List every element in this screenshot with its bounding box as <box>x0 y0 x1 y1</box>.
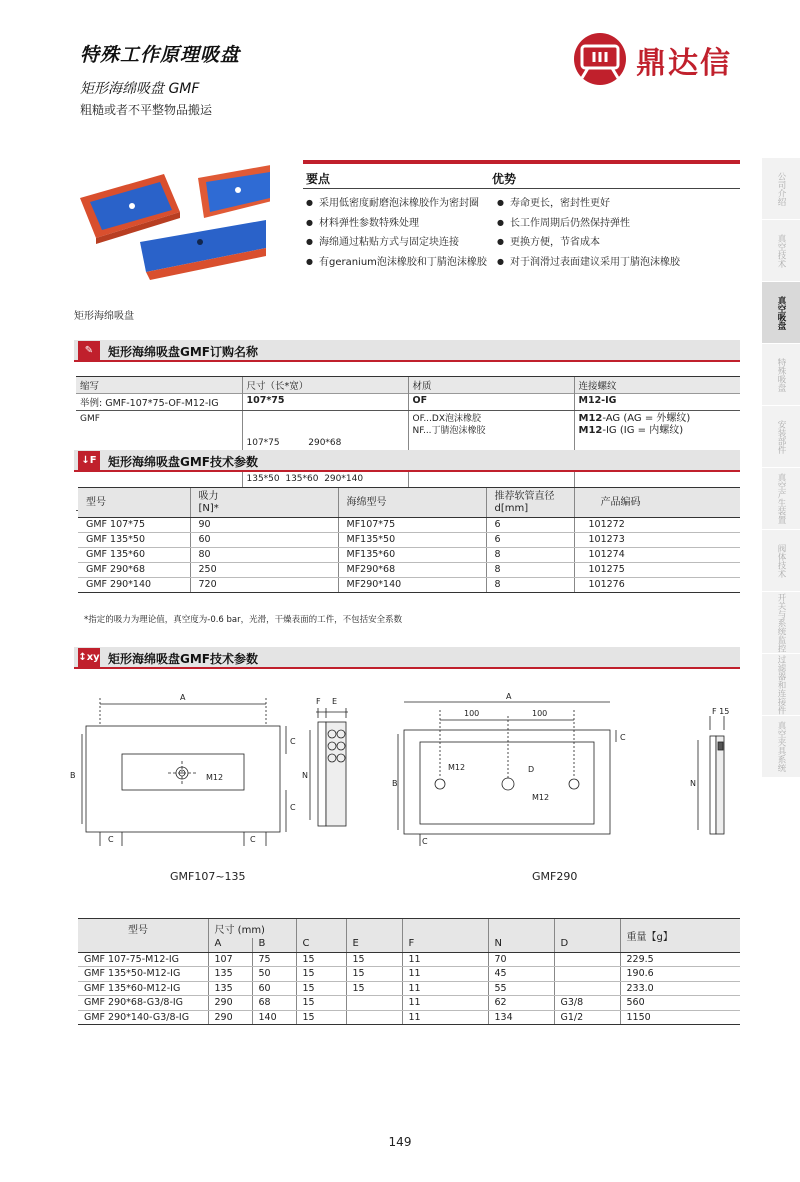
footnote: *指定的吸力为理论值，真空度为-0.6 bar，光滑，干燥表面的工件，不包括安全系数 <box>84 615 403 625</box>
table-cell: 190.6 <box>620 967 740 982</box>
table-row <box>78 1010 740 1025</box>
technical-drawing-gmf290 <box>392 690 742 866</box>
column-header <box>78 938 208 952</box>
thread-code: M12 <box>578 413 603 424</box>
drawing-slot <box>122 754 244 790</box>
side-tab-filters[interactable] <box>762 654 800 716</box>
column-header: 缩写 <box>76 377 242 394</box>
table-header-row <box>78 919 740 939</box>
list-item: ● 长工作周期后仍然保持弹性 <box>497 214 680 234</box>
table-cell: 75 <box>252 952 296 967</box>
table-row <box>78 533 740 548</box>
table-row <box>78 981 740 996</box>
side-tab-label: 阀体技术 <box>776 543 786 578</box>
dim-label-C: C <box>108 835 114 844</box>
material-line: NF...丁腈泡沫橡胶 <box>412 426 486 436</box>
drawing2-caption: GMF290 <box>532 870 578 883</box>
section-title: 矩形海绵吸盘GMF订购名称 <box>108 345 258 359</box>
column-header: 重量【g】 <box>620 919 740 953</box>
table-cell: 11 <box>402 967 488 982</box>
dim-label-N: N <box>690 779 696 788</box>
pencil-icon: ✎ <box>78 341 100 360</box>
dimension-table <box>78 918 740 1025</box>
column-header: 型号 <box>78 919 208 939</box>
table-cell: GMF 107*75 <box>78 518 190 533</box>
table-cell: 11 <box>402 952 488 967</box>
thread-code: M12 <box>578 425 603 436</box>
table-cell <box>554 967 620 982</box>
table-row <box>76 394 740 411</box>
points-list <box>306 194 487 272</box>
axes-icon: ↕xy <box>78 648 100 667</box>
table-cell: 55 <box>488 981 554 996</box>
column-header: N <box>488 938 554 952</box>
product-subtitle: 矩形海绵吸盘 GMF <box>80 81 200 97</box>
table-cell: 70 <box>488 952 554 967</box>
table-cell: 233.0 <box>620 981 740 996</box>
column-header: 产品编码 <box>574 488 740 518</box>
column-header: D <box>554 938 620 952</box>
sizes-line: 135*50 135*60 290*140 <box>246 474 364 484</box>
example-label: 举例: GMF-107*75-OF-M12-IG <box>76 394 242 411</box>
table-cell: 15 <box>296 981 346 996</box>
column-header: 海绵型号 <box>338 488 486 518</box>
column-header: 连接螺纹 <box>574 377 740 394</box>
side-tab-label: 真空产生装置 <box>776 473 786 524</box>
table-cell: 11 <box>402 996 488 1011</box>
table-cell <box>346 996 402 1011</box>
table-cell: GMF 135*60 <box>78 548 190 563</box>
table-cell: 1150 <box>620 1010 740 1025</box>
table-header-row <box>76 377 740 394</box>
table-cell: GMF 135*60-M12-IG <box>78 981 208 996</box>
column-header: A <box>208 938 252 952</box>
table-cell: 8 <box>486 563 574 578</box>
side-tab-suction-cups[interactable] <box>762 282 800 344</box>
product-description: 粗糙或者不平整物品搬运 <box>80 103 213 117</box>
thread-line <box>579 413 737 425</box>
dim-label-100: 100 <box>532 709 548 718</box>
table-row <box>78 996 740 1011</box>
side-tab-company[interactable] <box>762 158 800 220</box>
side-tab-generators[interactable] <box>762 468 800 530</box>
technical-drawing-gmf107-135 <box>60 684 400 866</box>
table-cell: 11 <box>402 1010 488 1025</box>
page-number: 149 <box>388 1135 412 1149</box>
table-cell: 6 <box>486 533 574 548</box>
table-cell: 15 <box>346 981 402 996</box>
tech-table <box>78 487 740 593</box>
table-cell <box>554 981 620 996</box>
table-cell: 101275 <box>574 563 740 578</box>
table-cell: 720 <box>190 578 338 593</box>
table-cell: 15 <box>346 952 402 967</box>
example-thread: M12-IG <box>574 394 740 411</box>
column-header: F <box>402 938 488 952</box>
table-row <box>78 563 740 578</box>
dim-label-F: F <box>316 697 321 706</box>
section-title: 矩形海绵吸盘GMF技术参数 <box>108 455 258 469</box>
dim-label-A: A <box>506 692 512 701</box>
table-cell: 140 <box>252 1010 296 1025</box>
table-cell: G3/8 <box>554 996 620 1011</box>
side-tab-label: 真空吸盘 <box>776 295 786 330</box>
table-cell: 101272 <box>574 518 740 533</box>
side-tab-label: 真空技术 <box>776 233 786 268</box>
table-cell: 290 <box>208 996 252 1011</box>
side-navigation <box>762 158 800 778</box>
table-cell: GMF 290*140-G3/8-IG <box>78 1010 208 1025</box>
thread-line <box>579 425 737 437</box>
sizes-line: 107*75 290*68 <box>246 438 342 448</box>
column-header <box>488 919 554 939</box>
force-icon: ↓F <box>78 451 100 470</box>
column-header: 推荐软管直径 d[mm] <box>486 488 574 518</box>
table-cell: 15 <box>296 952 346 967</box>
drawing1-caption: GMF107~135 <box>170 870 246 883</box>
dim-label-C: C <box>422 837 428 846</box>
column-header: B <box>252 938 296 952</box>
table-cell: 68 <box>252 996 296 1011</box>
table-cell: G1/2 <box>554 1010 620 1025</box>
table-cell: 62 <box>488 996 554 1011</box>
table-cell: 15 <box>296 1010 346 1025</box>
table-cell: GMF 107-75-M12-IG <box>78 952 208 967</box>
product-photo <box>80 160 270 280</box>
table-cell: 45 <box>488 967 554 982</box>
column-header <box>296 919 346 939</box>
table-row <box>78 952 740 967</box>
table-cell: 8 <box>486 578 574 593</box>
points-heading: 要点 <box>306 172 331 186</box>
side-tab-label: 安装部件 <box>776 419 786 454</box>
table-cell: 134 <box>488 1010 554 1025</box>
table-cell: MF135*50 <box>338 533 486 548</box>
features-divider <box>303 188 740 189</box>
table-cell: 60 <box>252 981 296 996</box>
side-tab-label: 公司介绍 <box>776 171 786 206</box>
table-cell: 135 <box>208 981 252 996</box>
table-cell: 50 <box>252 967 296 982</box>
side-tab-label: 开关与系统监控 <box>776 592 786 653</box>
side-tab-valves[interactable] <box>762 530 800 592</box>
dim-label-N: N <box>302 771 308 780</box>
table-header-row <box>78 488 740 518</box>
table-cell: 80 <box>190 548 338 563</box>
dim-label-C: C <box>290 737 296 746</box>
list-item: ● 对于润滑过表面建议采用丁腈泡沫橡胶 <box>497 253 680 273</box>
column-header <box>554 919 620 939</box>
table-cell: MF135*60 <box>338 548 486 563</box>
example-material: OF <box>408 394 574 411</box>
table-cell: 15 <box>296 996 346 1011</box>
list-item: ● 更换方便，节省成本 <box>497 233 680 253</box>
dim-label-C: C <box>290 803 296 812</box>
table-row <box>78 578 740 593</box>
table-cell: 101274 <box>574 548 740 563</box>
table-cell: MF290*140 <box>338 578 486 593</box>
table-cell: 11 <box>402 981 488 996</box>
order-section-header <box>74 340 740 362</box>
table-cell: 560 <box>620 996 740 1011</box>
side-tab-label: 真空夹具系统 <box>776 721 786 772</box>
list-item: ● 材料弹性参数特殊处理 <box>306 214 487 234</box>
dims-section-header <box>74 647 740 669</box>
tech-section-header <box>74 450 740 472</box>
thread-desc: -AG (AG = 外螺纹) <box>602 413 691 424</box>
table-cell: 60 <box>190 533 338 548</box>
brand-name: 鼎达信 <box>636 46 732 81</box>
table-cell: 8 <box>486 548 574 563</box>
column-header <box>346 919 402 939</box>
dim-label-B: B <box>392 779 398 788</box>
table-cell <box>554 952 620 967</box>
side-tab-switches[interactable] <box>762 592 800 654</box>
dim-label-M12: M12 <box>532 793 550 802</box>
side-tab-label: 特殊吸盘 <box>776 357 786 392</box>
dim-label-E: E <box>332 697 338 706</box>
features-accent-bar <box>303 160 740 164</box>
dim-label-F15: F 15 <box>712 707 730 716</box>
list-item: ● 采用低密度耐磨泡沫橡胶作为密封圈 <box>306 194 487 214</box>
side-tab-grippers[interactable] <box>762 716 800 778</box>
table-cell: 101276 <box>574 578 740 593</box>
table-cell: MF107*75 <box>338 518 486 533</box>
dim-label-M12: M12 <box>206 773 224 782</box>
image-caption: 矩形海绵吸盘 <box>74 311 134 322</box>
side-tab-special-cups[interactable] <box>762 344 800 406</box>
table-row <box>78 548 740 563</box>
advantages-heading: 优势 <box>492 172 517 186</box>
list-item: ● 寿命更长，密封性更好 <box>497 194 680 214</box>
side-tab-vacuum-tech[interactable] <box>762 220 800 282</box>
dim-label-M12: M12 <box>448 763 466 772</box>
thread-desc: -IG (IG = 内螺纹) <box>602 425 684 436</box>
table-cell: GMF 290*68-G3/8-IG <box>78 996 208 1011</box>
table-cell: 229.5 <box>620 952 740 967</box>
dim-label-C: C <box>620 733 626 742</box>
side-tab-label: 过滤器和连接件 <box>776 654 786 715</box>
advantages-list <box>497 194 680 272</box>
dim-label-D: D <box>528 765 535 774</box>
table-cell: GMF 290*68 <box>78 563 190 578</box>
table-cell: GMF 135*50 <box>78 533 190 548</box>
dim-label-A: A <box>180 693 186 702</box>
column-header: 吸力 [N]* <box>190 488 338 518</box>
column-header: 尺寸（长*宽） <box>242 377 408 394</box>
column-header: 尺寸 (mm) <box>208 919 296 939</box>
abbr-cell: GMF <box>76 411 242 511</box>
example-size: 107*75 <box>242 394 408 411</box>
side-tab-mounting[interactable] <box>762 406 800 468</box>
column-header: E <box>346 938 402 952</box>
table-cell: 15 <box>346 967 402 982</box>
table-cell: 290 <box>208 1010 252 1025</box>
table-cell: 107 <box>208 952 252 967</box>
section-title: 矩形海绵吸盘GMF技术参数 <box>108 652 258 666</box>
table-cell: MF290*68 <box>338 563 486 578</box>
list-item: ● 有geranium泡沫橡胶和丁腈泡沫橡胶 <box>306 253 487 273</box>
dim-label-100: 100 <box>464 709 480 718</box>
table-cell: GMF 135*50-M12-IG <box>78 967 208 982</box>
page-title: 特殊工作原理吸盘 <box>80 44 241 66</box>
list-item: ● 海绵通过粘贴方式与固定块连接 <box>306 233 487 253</box>
table-row <box>78 518 740 533</box>
table-row <box>78 967 740 982</box>
table-cell <box>346 1010 402 1025</box>
column-header: 材质 <box>408 377 574 394</box>
table-cell: 250 <box>190 563 338 578</box>
table-cell: 6 <box>486 518 574 533</box>
table-cell: 90 <box>190 518 338 533</box>
material-line: OF...DX泡沫橡胶 <box>412 414 481 424</box>
column-header: C <box>296 938 346 952</box>
dim-label-C: C <box>250 835 256 844</box>
table-cell: 15 <box>296 967 346 982</box>
drawing-outline <box>404 730 610 834</box>
table-cell: 101273 <box>574 533 740 548</box>
column-header: 型号 <box>78 488 190 518</box>
table-cell: 135 <box>208 967 252 982</box>
dim-label-B: B <box>70 771 76 780</box>
table-cell: GMF 290*140 <box>78 578 190 593</box>
column-header <box>402 919 488 939</box>
